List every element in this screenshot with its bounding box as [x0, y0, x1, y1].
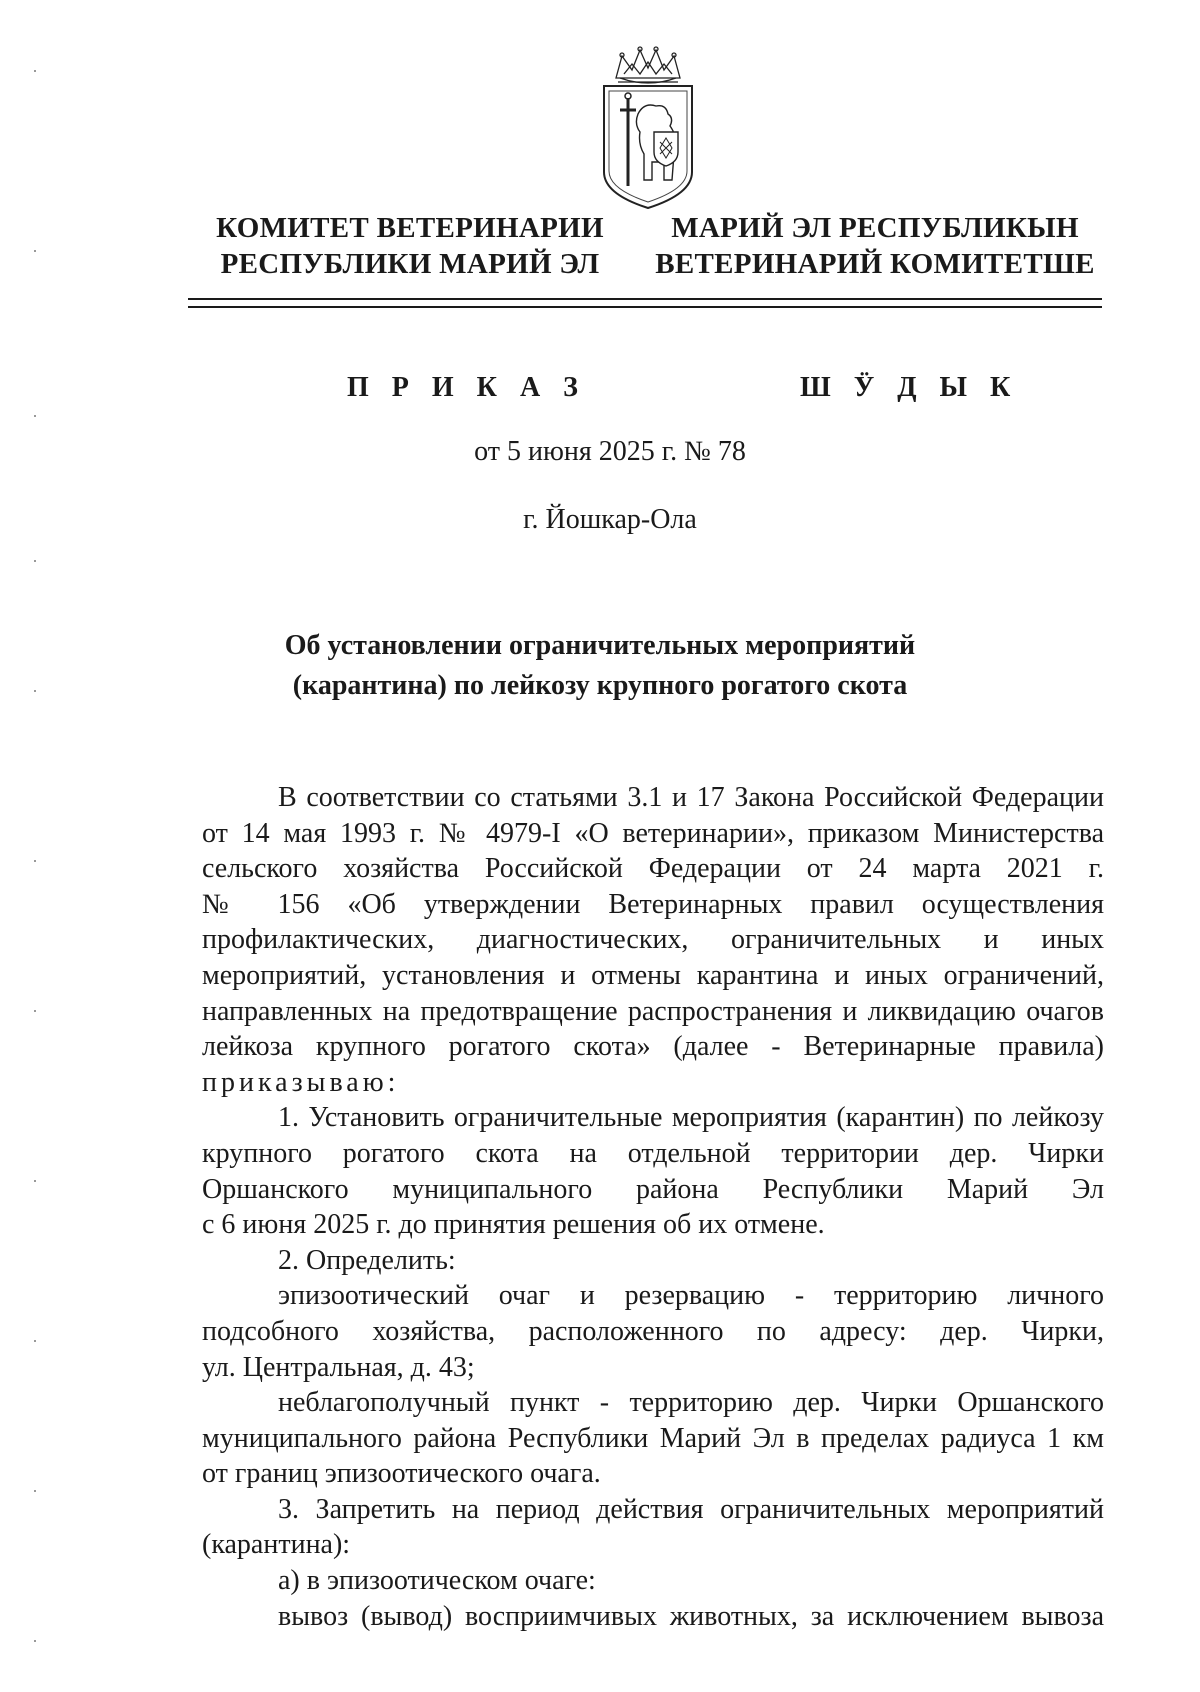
coat-of-arms-icon: [594, 44, 702, 212]
org-name-mari: [650, 210, 1100, 282]
body-line: мероприятий, установления и отмены карантина и иных ограничений,: [202, 959, 1104, 991]
body-line: ул. Центральная, д. 43;: [202, 1351, 475, 1383]
order-subject: [0, 626, 1200, 706]
body-line: сельского хозяйства Российской Федерации от 24 марта 2021 г.: [202, 853, 1104, 885]
body-line: крупного рогатого скота на отдельной территории дер. Чирки: [202, 1137, 1104, 1169]
body-line: вывоз (вывод) восприимчивых животных, за исключением вывоза: [278, 1600, 1104, 1632]
order-title-mari: Ш Ӱ Д Ы К: [800, 372, 1019, 403]
body-line: от 14 мая 1993 г. № 4979-I «О ветеринарии», приказом Министерства: [202, 817, 1104, 849]
body-line: муниципального района Республики Марий Эл в пределах радиуса 1 км: [202, 1422, 1104, 1454]
header-rule-top: [188, 298, 1102, 300]
body-line-order-word: приказываю:: [202, 1066, 400, 1098]
body-line: направленных на предотвращение распространения и ликвидацию очагов: [202, 995, 1104, 1027]
subject-line2: (карантина) по лейкозу крупного рогатого скота: [292, 670, 908, 701]
org-mari-line2: ВЕТЕРИНАРИЙ КОМИТЕТШЕ: [655, 248, 1095, 280]
header-rule-bottom: [188, 306, 1102, 308]
order-title-russian: П Р И К А З: [347, 372, 586, 403]
org-ru-line2: РЕСПУБЛИКИ МАРИЙ ЭЛ: [220, 248, 600, 280]
body-line: профилактических, диагностических, ограничительных и иных: [202, 924, 1104, 956]
body-line: эпизоотический очаг и резервацию - территорию личного: [278, 1280, 1104, 1312]
body-line: № 156 «Об утверждении Ветеринарных правил осуществления: [202, 888, 1104, 920]
org-ru-line1: КОМИТЕТ ВЕТЕРИНАРИИ: [216, 212, 604, 244]
org-mari-line1: МАРИЙ ЭЛ РЕСПУБЛИКЫН: [671, 212, 1079, 244]
order-body: [202, 780, 1104, 1634]
body-line: (карантина):: [202, 1529, 351, 1561]
body-line: Оршанского муниципального района Республики Марий Эл: [202, 1173, 1104, 1205]
order-date-number: от 5 июня 2025 г. № 78: [474, 436, 746, 467]
order-city: г. Йошкар-Ола: [523, 504, 697, 535]
body-line: 1. Установить ограничительные мероприятия (карантин) по лейкозу: [278, 1102, 1104, 1134]
body-line: В соответствии со статьями 3.1 и 17 Закона Российской Федерации: [278, 782, 1104, 813]
subject-line1: Об установлении ограничительных мероприятий: [284, 630, 916, 661]
body-line: подсобного хозяйства, расположенного по адресу: дер. Чирки,: [202, 1315, 1104, 1347]
body-line: а) в эпизоотическом очаге:: [278, 1565, 596, 1597]
body-line: неблагополучный пункт - территорию дер. Чирки Оршанского: [278, 1387, 1104, 1419]
body-line: с 6 июня 2025 г. до принятия решения об их отмене.: [202, 1209, 825, 1241]
body-line: от границ эпизоотического очага.: [202, 1458, 601, 1490]
body-line: 3. Запретить на период действия ограничительных мероприятий: [278, 1493, 1104, 1525]
body-line: лейкоза крупного рогатого скота» (далее - Ветеринарные правила): [202, 1031, 1104, 1063]
org-name-russian: [200, 210, 620, 282]
body-line: 2. Определить:: [278, 1244, 456, 1276]
